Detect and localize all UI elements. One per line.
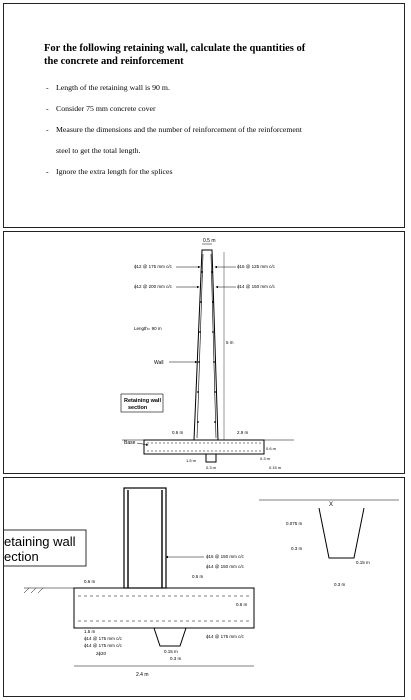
bar-top-left-label: ϕ12 @ 175 mm c/c bbox=[134, 264, 172, 269]
requirement-length: - Length of the retaining wall is 90 m. bbox=[44, 82, 394, 93]
wall-label: Wall bbox=[154, 360, 164, 366]
detail-left-dim: 0.6 m bbox=[84, 579, 96, 584]
length-label: Length= 90 m bbox=[134, 326, 162, 331]
key-sketch-depth: 0.3 m bbox=[291, 546, 303, 551]
detail-bar1: ϕ16 @ 150 mm c/c bbox=[206, 554, 244, 559]
requirement-measure-line1: Measure the dimensions and the number of reinforcement of the reinforcement bbox=[56, 125, 302, 134]
key-sketch-outline bbox=[319, 508, 364, 558]
detail-title-line1: etaining wall bbox=[4, 534, 76, 549]
detail-bar5: ϕ14 @ 175 mm c/c bbox=[84, 643, 122, 648]
detail-title-line2: ection bbox=[4, 549, 39, 564]
detail-dim06: 0.6 m bbox=[236, 602, 248, 607]
requirement-measure-line2: steel to get the total length. bbox=[56, 146, 141, 155]
section-drawing-panel bbox=[3, 231, 405, 474]
detail-ground-hatch bbox=[24, 588, 43, 593]
detail-key bbox=[154, 628, 186, 646]
heel-cover-label: 0.15 m bbox=[269, 465, 282, 470]
section-box-line1: Retaining wall bbox=[124, 398, 161, 404]
detail-base-slab bbox=[74, 588, 254, 628]
detail-drawing-svg bbox=[4, 478, 404, 696]
requirement-cover: - Consider 75 mm concrete cover bbox=[44, 103, 394, 114]
requirement-splices: - Ignore the extra length for the splices bbox=[44, 166, 394, 177]
key-sketch-bottom: 0.3 m bbox=[334, 582, 346, 587]
detail-dim015: 0.15 m bbox=[164, 649, 178, 654]
detail-dim03: 0.3 m bbox=[170, 656, 182, 661]
key-width-label: 0.3 m bbox=[206, 465, 217, 470]
heel-dim-label: 2.9 m bbox=[237, 430, 249, 435]
base-leader bbox=[137, 443, 148, 445]
question-panel bbox=[3, 3, 405, 228]
bottom-dim-label: 1.5 m bbox=[186, 458, 197, 463]
detail-bar2: ϕ14 @ 150 mm c/c bbox=[206, 564, 244, 569]
bar-mid-left-label: ϕ12 @ 200 mm c/c bbox=[134, 284, 172, 289]
base-slab bbox=[144, 440, 264, 454]
key-depth-label: 0.3 m bbox=[260, 456, 271, 461]
requirement-measure bbox=[44, 124, 394, 156]
key-sketch-side: 0.15 m bbox=[356, 560, 370, 565]
top-dim-label: 0.5 m bbox=[203, 238, 216, 244]
detail-overall-dim: 2.4 m bbox=[136, 672, 149, 678]
detail-dim05: 0.5 m bbox=[192, 574, 204, 579]
shear-key bbox=[206, 454, 216, 462]
detail-bar6: 2ϕ20 bbox=[96, 651, 107, 656]
wall-height-label: 5 m bbox=[226, 340, 234, 345]
section-box-line2: section bbox=[128, 405, 148, 411]
key-sketch-x: X bbox=[329, 502, 334, 508]
bar-mid-right-label: ϕ14 @ 150 mm c/c bbox=[237, 284, 275, 289]
base-thickness-label: 0.6 m bbox=[266, 446, 277, 451]
detail-bar3: ϕ14 @ 175 mm c/c bbox=[206, 634, 244, 639]
detail-dim15: 1.5 m bbox=[84, 629, 96, 634]
key-sketch-top: 0.075 m bbox=[286, 521, 303, 526]
requirement-list bbox=[44, 82, 394, 187]
toe-dim-label: 0.6 m bbox=[172, 430, 184, 435]
question-title-line1: For the following retaining wall, calculate the quantities of bbox=[44, 43, 306, 54]
bar-top-right-label: ϕ16 @ 125 mm c/c bbox=[237, 264, 275, 269]
detail-bar4: ϕ14 @ 175 mm c/c bbox=[84, 636, 122, 641]
base-label: Base bbox=[124, 440, 136, 446]
detail-stem bbox=[124, 488, 166, 588]
question-title bbox=[44, 42, 384, 68]
retaining-wall-section-svg bbox=[4, 232, 404, 473]
detail-drawing-panel bbox=[3, 477, 405, 697]
question-title-line2: the concrete and reinforcement bbox=[44, 56, 184, 67]
